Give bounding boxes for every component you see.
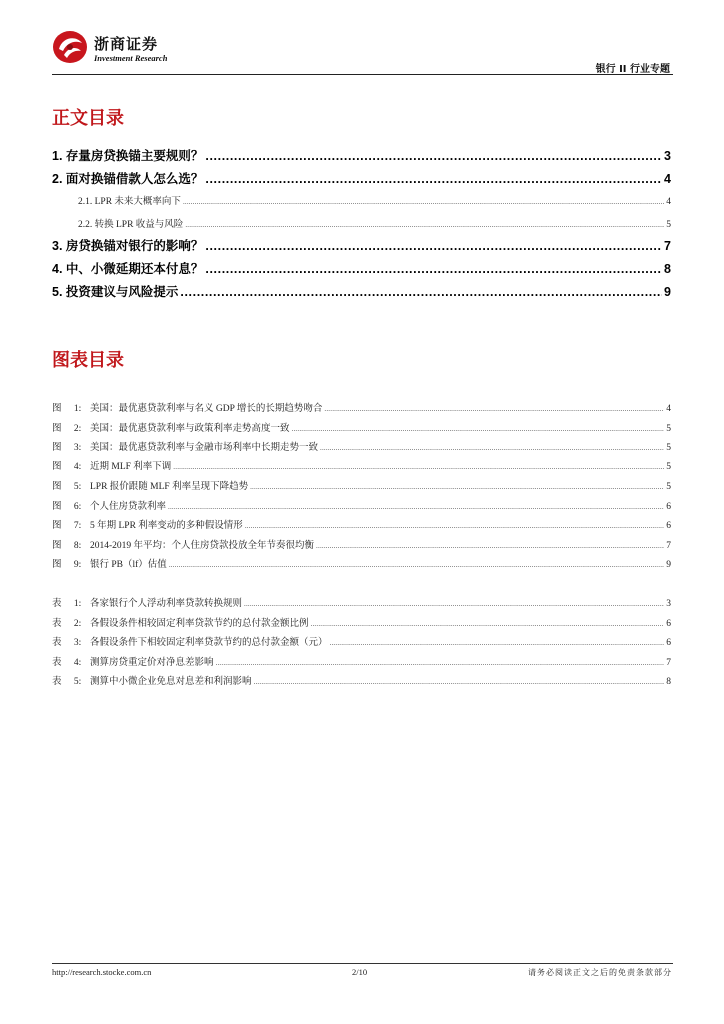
figure-entry-label (52, 517, 243, 531)
dot-leader (324, 405, 664, 413)
figure-entry[interactable] (52, 478, 671, 492)
dot-leader (205, 262, 662, 276)
toc-subentry[interactable] (78, 193, 671, 207)
dot-leader (173, 463, 664, 471)
table-entry[interactable] (52, 615, 671, 629)
toc-entry[interactable] (52, 259, 671, 277)
table-entry[interactable] (52, 654, 671, 668)
dot-leader (254, 678, 665, 686)
table-number: 3: (73, 638, 82, 648)
figure-prefix: 图 (52, 502, 67, 512)
dot-leader (292, 425, 665, 433)
table-entry-label (52, 595, 242, 609)
figure-entry[interactable] (52, 420, 671, 434)
company-name-cn: 浙商证券 (94, 35, 159, 53)
figure-page: 5 (666, 482, 671, 492)
figure-entry[interactable] (52, 498, 671, 512)
figure-entry-label (52, 439, 318, 453)
page-header (52, 26, 672, 76)
table-prefix: 表 (52, 619, 67, 629)
table-entry[interactable] (52, 595, 671, 609)
dot-leader (216, 659, 665, 667)
figure-number: 4: (73, 462, 82, 472)
figure-number: 8: (73, 541, 82, 551)
dot-leader (311, 620, 665, 628)
figure-prefix: 图 (52, 462, 67, 472)
figure-page: 5 (666, 443, 671, 453)
dot-leader (316, 542, 664, 550)
toc-entry-label: 4. 中、小微延期还本付息？ (52, 262, 204, 276)
figure-entry-label (52, 458, 171, 472)
figure-entry[interactable] (52, 537, 671, 551)
dot-leader (205, 149, 662, 163)
toc-entry[interactable] (52, 169, 671, 187)
figure-number: 3: (73, 443, 82, 453)
toc-entry-label: 2.2. 转换 LPR 收益与风险 (78, 220, 184, 230)
figure-caption: 2014-2019 年平均：个人住房贷款投放全年节奏很均衡 (90, 541, 315, 551)
table-prefix: 表 (52, 677, 67, 687)
table-page: 8 (666, 677, 671, 687)
table-entry-label (52, 673, 252, 687)
figure-prefix: 图 (52, 424, 67, 434)
dot-leader (250, 483, 664, 491)
toc-entry-page: 5 (666, 220, 671, 230)
dot-leader (320, 444, 664, 452)
toc-entry[interactable] (52, 282, 671, 300)
toc-entry-label: 5. 投资建议与风险提示 (52, 285, 179, 299)
dot-leader (183, 198, 664, 206)
figure-entry[interactable] (52, 517, 671, 531)
table-entry-label (52, 654, 214, 668)
page-number: 2/10 (352, 967, 368, 977)
toc-entry-page: 7 (664, 239, 671, 253)
table-entry-label (52, 615, 309, 629)
toc-entry-label: 1. 存量房贷换锚主要规则？ (52, 149, 204, 163)
figure-entry[interactable] (52, 458, 671, 472)
figure-page: 5 (666, 462, 671, 472)
figure-entry-label (52, 556, 167, 570)
figure-number: 6: (73, 502, 82, 512)
figure-number: 9: (73, 560, 82, 570)
figure-entry-label (52, 498, 166, 512)
table-number: 1: (73, 599, 82, 609)
figure-prefix: 图 (52, 404, 67, 414)
toc-entry-label: 2.1. LPR 未来大概率向下 (78, 197, 181, 207)
figure-prefix: 图 (52, 443, 67, 453)
figure-caption: 美国：最优惠贷款利率与政策利率走势高度一致 (90, 424, 290, 434)
figure-page: 5 (666, 424, 671, 434)
table-caption: 各家银行个人浮动利率贷款转换规则 (90, 599, 243, 609)
figure-caption: 近期 MLF 利率下调 (90, 462, 172, 472)
toc-entry-page: 3 (664, 149, 671, 163)
figure-entry-label (52, 537, 314, 551)
figure-caption: 美国：最优惠贷款利率与金融市场利率中长期走势一致 (90, 443, 319, 453)
figure-prefix: 图 (52, 541, 67, 551)
dot-leader (169, 561, 664, 569)
report-category: 银行 II 行业专题 (595, 64, 670, 75)
figure-entry[interactable] (52, 439, 671, 453)
stocke-logo-icon (52, 29, 88, 65)
figure-caption: LPR 报价跟随 MLF 利率呈现下降趋势 (90, 482, 249, 492)
dot-leader (330, 639, 665, 647)
dot-leader (205, 172, 662, 186)
figure-caption: 美国：最优惠贷款利率与名义 GDP 增长的长期趋势吻合 (90, 404, 323, 414)
figure-caption: 5 年期 LPR 利率变动的多种假设情形 (90, 521, 243, 531)
table-number: 2: (73, 619, 82, 629)
figure-page: 4 (666, 404, 671, 414)
toc-entry-page: 8 (664, 262, 671, 276)
figure-number: 1: (73, 404, 82, 414)
toc-subentry[interactable] (78, 216, 671, 230)
table-page: 6 (666, 638, 671, 648)
dot-leader (205, 239, 662, 253)
figure-page: 7 (666, 541, 671, 551)
table-page: 3 (666, 599, 671, 609)
toc-entry-page: 4 (664, 172, 671, 186)
toc-entry-label: 3. 房贷换锚对银行的影响？ (52, 239, 204, 253)
table-entry[interactable] (52, 634, 671, 648)
figure-number: 5: (73, 482, 82, 492)
toc-title: 正文目录 (52, 108, 124, 129)
toc-entry[interactable] (52, 236, 671, 254)
table-entry[interactable] (52, 673, 671, 687)
figure-page: 9 (666, 560, 671, 570)
table-caption: 测算房贷重定价对净息差影响 (90, 658, 214, 668)
dot-leader (245, 522, 664, 530)
footer-url[interactable]: http://research.stocke.com.cn (52, 967, 152, 977)
table-prefix: 表 (52, 638, 67, 648)
figure-number: 7: (73, 521, 82, 531)
header-divider (52, 74, 673, 75)
dot-leader (180, 285, 662, 299)
figure-page: 6 (666, 521, 671, 531)
figure-entry-label (52, 400, 322, 414)
figure-entry[interactable] (52, 400, 671, 414)
figure-caption: 个人住房贷款利率 (90, 502, 167, 512)
figure-list-title: 图表目录 (52, 350, 124, 371)
toc-entry[interactable] (52, 146, 671, 164)
toc-entry-page: 4 (666, 197, 671, 207)
figure-number: 2: (73, 424, 82, 434)
company-name-en: Investment Research (94, 53, 168, 63)
figure-caption: 银行 PB（lf）估值 (90, 560, 167, 570)
dot-leader (168, 503, 664, 511)
figure-entry-label (52, 420, 290, 434)
toc-entry-page: 9 (664, 285, 671, 299)
table-number: 5: (73, 677, 82, 687)
figure-entry[interactable] (52, 556, 671, 570)
table-prefix: 表 (52, 658, 67, 668)
footer-disclaimer: 请务必阅读正文之后的免责条款部分 (528, 968, 672, 977)
table-caption: 各假设条件下相较固定利率贷款节约的总付款金额（元） (90, 638, 328, 648)
figure-prefix: 图 (52, 560, 67, 570)
dot-leader (244, 600, 664, 608)
table-page: 6 (666, 619, 671, 629)
table-caption: 测算中小微企业免息对息差和利润影响 (90, 677, 252, 687)
dot-leader (185, 221, 664, 229)
table-entry-label (52, 634, 328, 648)
table-caption: 各假设条件相较固定利率贷款节约的总付款金额比例 (90, 619, 309, 629)
table-number: 4: (73, 658, 82, 668)
footer-divider (52, 963, 673, 964)
table-prefix: 表 (52, 599, 67, 609)
figure-prefix: 图 (52, 482, 67, 492)
table-page: 7 (666, 658, 671, 668)
figure-prefix: 图 (52, 521, 67, 531)
toc-entry-label: 2. 面对换锚借款人怎么选？ (52, 172, 204, 186)
figure-page: 6 (666, 502, 671, 512)
figure-entry-label (52, 478, 248, 492)
